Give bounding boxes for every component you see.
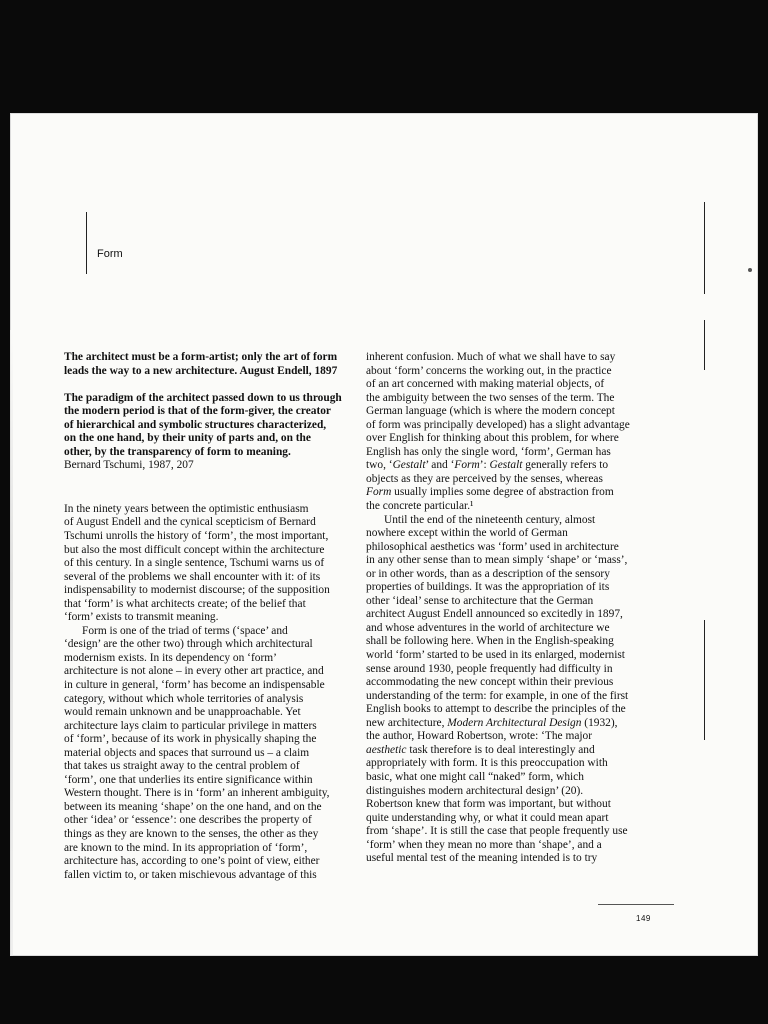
text-line: about ‘form’ concerns the working out, in the practice <box>366 364 612 377</box>
scan-edge-shadow <box>10 330 13 956</box>
text-line: world ‘form’ started to be used in its enlarged, modernist <box>366 649 625 662</box>
text-line: other ‘ideal’ sense to architecture that the German <box>366 594 594 607</box>
text-line: understanding of the term: for example, in one of the first <box>366 689 629 702</box>
text-line: ‘form’ when they mean no more than ‘shape’, and a <box>366 838 602 851</box>
text-line: useful mental test of the meaning intended is to try <box>366 852 598 865</box>
text-line: several of the problems we shall encounter with it: of its <box>64 570 321 583</box>
text-line: Tschumi unrolls the history of ‘form’, the most important, <box>64 529 329 542</box>
epigraph-line: The architect must be a form-artist; only the art of form <box>64 351 338 363</box>
epigraph-tschumi <box>64 392 346 473</box>
text-line: properties of buildings. It was the appropriation of its <box>366 581 610 594</box>
text-line: the ambiguity between the two senses of the term. The <box>366 391 615 404</box>
scan-margin-line <box>704 620 705 740</box>
epigraph-line: leads the way to a new architecture. August Endell, 1897 <box>64 364 338 377</box>
text-line: from ‘shape’. It is still the case that people frequently use <box>366 825 628 838</box>
text-line: the author, Howard Robertson, wrote: ‘The major <box>366 730 593 743</box>
text-line: modernism exists. In its dependency on ‘form’ <box>64 651 277 664</box>
text-line: Form is one of the triad of terms (‘space’ and <box>82 624 288 637</box>
epigraph-line: The paradigm of the architect passed down to us through <box>64 391 342 404</box>
chapter-title: Form <box>97 248 123 260</box>
scan-speck <box>748 268 752 272</box>
text-line: English books to attempt to describe the principles of the <box>366 703 626 716</box>
text-line: shall be following here. When in the English-speaking <box>366 635 614 648</box>
body-paragraph <box>64 625 346 882</box>
scan-margin-line <box>704 202 705 294</box>
text-line: English has only the single word, ‘form’, German has <box>366 445 611 458</box>
text-line: and whose adventures in the world of architecture we <box>366 621 610 634</box>
text-line: architect August Endell announced so excitedly in 1897, <box>366 608 623 621</box>
text-line: In the ninety years between the optimistic enthusiasm <box>64 502 309 515</box>
text-line: between its meaning ‘shape’ on the one hand, and on the <box>64 800 322 813</box>
text-line: architecture has, according to one’s point of view, either <box>64 855 320 868</box>
text-line: basic, what one might call “naked” form, which <box>366 770 584 783</box>
text-line: fallen victim to, or taken mischievous advantage of this <box>64 868 317 881</box>
text-line: that takes us straight away to the central problem of <box>64 760 300 773</box>
text-line: are known to the mind. In its appropriation of ‘form’, <box>64 841 308 854</box>
text-line: Robertson knew that form was important, but without <box>366 798 611 811</box>
text-line: but also the most difficult concept within the architecture <box>64 543 325 556</box>
text-line: architecture lays claim to particular privilege in matters <box>64 719 317 732</box>
text-line: two, ‘Gestalt’ and ‘Form’: Gestalt generally refers to <box>366 459 609 472</box>
text-line: ‘form’, one that underlies its entire significance within <box>64 773 313 786</box>
text-line: in culture in general, ‘form’ has become an indispensable <box>64 678 325 691</box>
text-line: material objects and spaces that surround us – a claim <box>64 746 310 759</box>
text-line: Until the end of the nineteenth century, almost <box>384 513 596 526</box>
epigraph-attribution: Bernard Tschumi, 1987, 207 <box>64 459 194 472</box>
body-paragraph <box>64 503 346 625</box>
text-line: over English for thinking about this problem, for where <box>366 432 619 445</box>
text-line: architecture is not alone – in every other art practice, and <box>64 665 324 678</box>
text-line: would remain unknown and be unapproachable. Yet <box>64 706 301 719</box>
text-line: aesthetic task therefore is to deal interestingly and <box>366 743 595 756</box>
epigraph-endell <box>64 351 346 378</box>
text-line: of this century. In a single sentence, Tschumi warns us of <box>64 557 325 570</box>
text-line: Form usually implies some degree of abstraction from <box>366 486 614 499</box>
text-line: nowhere except within the world of German <box>366 527 568 540</box>
text-line: objects as they are perceived by the senses, whereas <box>366 472 603 485</box>
epigraph-line: of hierarchical and symbolic structures characterized, <box>64 418 327 431</box>
body-paragraph <box>366 514 648 866</box>
text-line: accommodating the new concept within their previous <box>366 676 614 689</box>
epigraph-line: other, by the transparency of form to meaning. <box>64 445 291 458</box>
text-line: category, without which whole territories of analysis <box>64 692 304 705</box>
text-line: indispensability to modernist discourse; of the supposition <box>64 584 330 597</box>
text-line: Western thought. There is in ‘form’ an inherent ambiguity, <box>64 787 330 800</box>
text-line: that ‘form’ is what architects create; of the belief that <box>64 597 306 610</box>
text-line: inherent confusion. Much of what we shall have to say <box>366 351 616 363</box>
right-column <box>366 351 648 866</box>
text-line: sense around 1930, people frequently had difficulty in <box>366 662 613 675</box>
epigraph-line: the modern period is that of the form-giver, the creator <box>64 405 331 418</box>
text-line: other ‘idea’ or ‘essence’: one describes the property of <box>64 814 312 827</box>
text-line: ‘design’ are the other two) through which architectural <box>64 638 313 651</box>
text-line: the concrete particular.¹ <box>366 500 474 513</box>
text-line: distinguishes modern architectural design’ (20). <box>366 784 584 797</box>
text-line: things as they are known to the senses, the other as they <box>64 828 319 840</box>
footer-rule <box>598 904 674 905</box>
page-number: 149 <box>636 914 651 923</box>
text-line: philosophical aesthetics was ‘form’ used in architecture <box>366 540 619 553</box>
epigraph-line: on the one hand, by their unity of parts and, on the <box>64 432 311 445</box>
text-line: ‘form’ exists to transmit meaning. <box>64 611 219 624</box>
chapter-rule <box>86 212 87 274</box>
text-line: in any other sense than to mean simply ‘shape’ or ‘mass’, <box>366 554 628 567</box>
scan-margin-line <box>704 320 705 370</box>
text-line: quite understanding why, or what it could mean apart <box>366 811 609 824</box>
text-line: new architecture, Modern Architectural Design (1932), <box>366 716 618 729</box>
left-column <box>64 351 346 882</box>
text-line: German language (which is where the modern concept <box>366 405 615 418</box>
text-line: of ‘form’, because of its work in physically shaping the <box>64 733 317 746</box>
text-line: of form was principally developed) has a slight advantage <box>366 418 630 431</box>
text-line: or in other words, than as a description of the sensory <box>366 567 610 580</box>
text-line: of an art concerned with making material objects, of <box>366 378 605 391</box>
text-line: appropriately with form. It is this preoccupation with <box>366 757 608 770</box>
text-line: of August Endell and the cynical scepticism of Bernard <box>64 516 316 529</box>
body-paragraph <box>366 351 648 514</box>
